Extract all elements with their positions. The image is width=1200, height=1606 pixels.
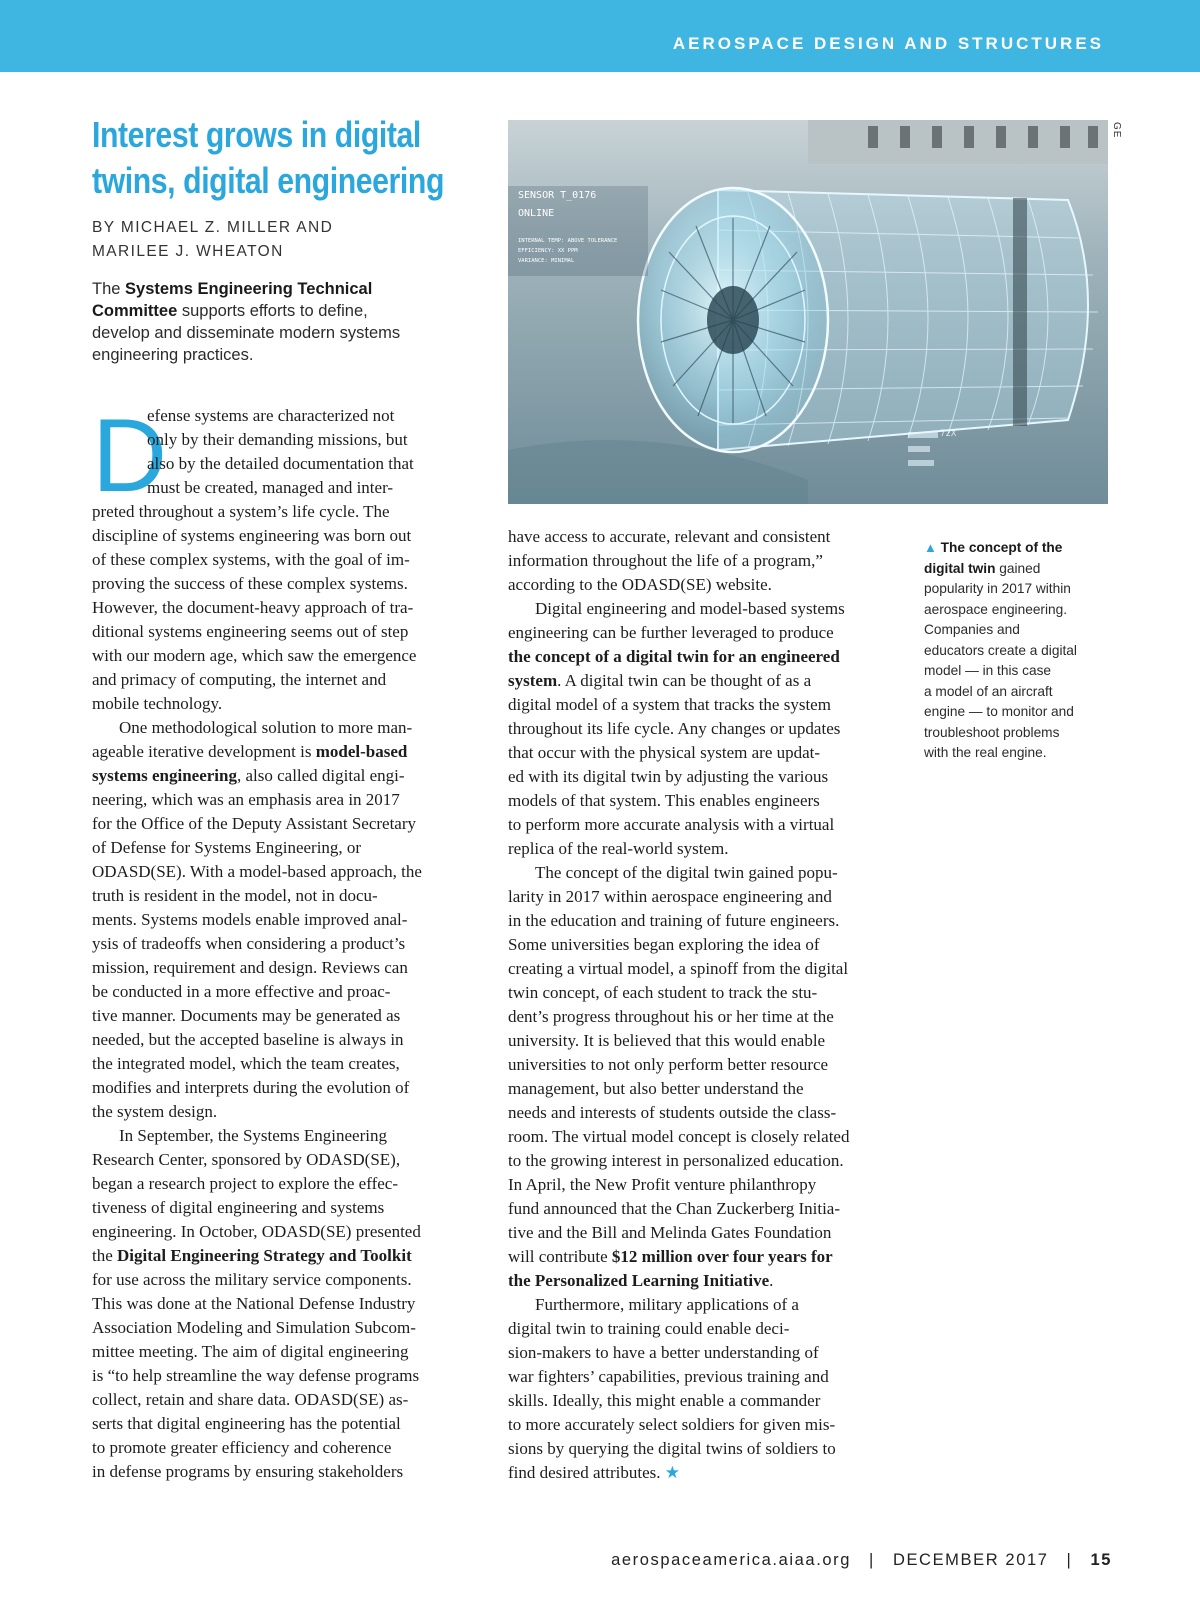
footer-site-link[interactable]: aerospaceamerica.aiaa.org <box>611 1551 852 1569</box>
body-line: in defense programs by ensuring stakeholders <box>92 1462 404 1481</box>
caption-line <box>924 538 1120 559</box>
caption-text: gained <box>995 560 1041 576</box>
caption-line <box>924 559 1120 580</box>
body-line: neering, which was an emphasis area in 2017 <box>92 790 400 809</box>
caption-line: educators create a digital <box>924 642 1077 658</box>
body-line: room. The virtual model concept is closely related <box>508 1127 850 1146</box>
body-line: is “to help streamline the way defense programs <box>92 1366 420 1385</box>
body-line <box>508 669 902 693</box>
body-bold-text: Digital Engineering Strategy and Toolkit <box>117 1246 412 1265</box>
body-line: collect, retain and share data. ODASD(SE) as- <box>92 1390 409 1409</box>
body-line: serts that digital engineering has the potential <box>92 1414 401 1433</box>
dek-text: supports efforts to define, <box>177 302 368 320</box>
body-line: throughout its life cycle. Any changes or updates <box>508 719 841 738</box>
body-line: ed with its digital twin by adjusting the various <box>508 767 829 786</box>
caption-bold-text: digital twin <box>924 560 996 576</box>
body-line: In April, the New Profit venture philanthropy <box>508 1175 817 1194</box>
body-line: discipline of systems engineering was born out <box>92 526 412 545</box>
body-line: for the Office of the Deputy Assistant Secretary <box>92 814 417 833</box>
headline-line: Interest grows in digital <box>92 114 421 155</box>
dek-committee-name: Committee <box>92 302 178 320</box>
body-bold-text: system <box>508 671 558 690</box>
body-line: mission, requirement and design. Reviews can <box>92 958 408 977</box>
body-line: engineering can be further leveraged to produce <box>508 623 834 642</box>
body-line <box>508 1245 902 1269</box>
headline-line: twins, digital engineering <box>92 160 444 201</box>
body-line <box>508 645 902 669</box>
body-line: Digital engineering and model-based systems <box>535 599 845 618</box>
engine-digital-twin-photo <box>508 120 1108 504</box>
body-line: ditional systems engineering seems out of step <box>92 622 409 641</box>
fan-spinner <box>707 286 759 354</box>
overlay-text: ONLINE <box>518 208 555 219</box>
byline-line: BY MICHAEL Z. MILLER AND <box>92 219 334 236</box>
byline-line: MARILEE J. WHEATON <box>92 243 284 260</box>
body-line: sions by querying the digital twins of soldiers to <box>508 1439 836 1458</box>
body-line: for use across the military service components. <box>92 1270 412 1289</box>
body-line <box>92 1244 478 1268</box>
body-line: preted throughout a system’s life cycle. The <box>92 502 390 521</box>
body-line: be conducted in a more effective and proac- <box>92 982 391 1001</box>
body-line: to perform more accurate analysis with a virtual <box>508 815 835 834</box>
dek-text: The <box>92 280 126 298</box>
photo-caption <box>924 538 1120 764</box>
body-line: and primacy of computing, the internet and <box>92 670 387 689</box>
body-line: Research Center, sponsored by ODASD(SE), <box>92 1150 401 1169</box>
engine-illustration <box>508 120 1108 504</box>
caption-triangle-icon: ▲ <box>924 540 937 555</box>
body-line: Association Modeling and Simulation Subcom- <box>92 1318 416 1337</box>
body-line: fund announced that the Chan Zuckerberg Initia- <box>508 1199 841 1218</box>
body-line <box>92 740 478 764</box>
caption-line: popularity in 2017 within <box>924 581 1071 596</box>
body-bold-text: the concept of a digital twin for an engineered <box>508 647 840 666</box>
body-line <box>508 1461 902 1485</box>
body-line: tive and the Bill and Melinda Gates Foundation <box>508 1223 832 1242</box>
byline <box>92 216 333 264</box>
caption-line: a model of an aircraft <box>924 683 1053 699</box>
overlay-text: SENSOR T_0176 <box>518 190 597 201</box>
body-line: have access to accurate, relevant and consistent <box>508 527 831 546</box>
body-line: dent’s progress throughout his or her time at the <box>508 1007 834 1026</box>
body-text: ageable iterative development is <box>92 742 316 761</box>
body-line: only by their demanding missions, but <box>147 430 408 449</box>
footer-date: DECEMBER 2017 <box>892 1551 1049 1569</box>
caption-line: troubleshoot problems <box>924 724 1060 740</box>
body-line: skills. Ideally, this might enable a commander <box>508 1391 821 1410</box>
body-line: needed, but the accepted baseline is always in <box>92 1030 404 1049</box>
body-line: digital twin to training could enable deci- <box>508 1319 790 1338</box>
caption-line: with the real engine. <box>924 745 1047 760</box>
caption-line: aerospace engineering. <box>924 601 1068 617</box>
body-text: will contribute <box>508 1247 612 1266</box>
body-line: ments. Systems models enable improved anal- <box>92 910 408 929</box>
body-line: efense systems are characterized not <box>147 406 395 425</box>
footer-separator: | <box>1066 1551 1073 1569</box>
caption-bold-text: The concept of the <box>936 540 1063 555</box>
body-line: This was done at the National Defense Industry <box>92 1294 416 1313</box>
body-line: management, but also better understand the <box>508 1079 804 1098</box>
body-line: of Defense for Systems Engineering, or <box>92 838 362 857</box>
body-line: models of that system. This enables engineers <box>508 791 820 810</box>
dek-committee-name: Systems Engineering Technical <box>125 280 373 298</box>
body-text: , also called digital engi- <box>236 766 405 785</box>
body-line: engineering. In October, ODASD(SE) presented <box>92 1222 421 1241</box>
body-line: university. It is believed that this would enable <box>508 1031 826 1050</box>
body-line: according to the ODASD(SE) website. <box>508 575 772 594</box>
body-line: to more accurately select soldiers for given mis- <box>508 1415 836 1434</box>
body-text: . <box>769 1271 774 1290</box>
body-line: began a research project to explore the effec- <box>92 1174 398 1193</box>
body-column-1 <box>92 398 478 1484</box>
body-line: that occur with the physical system are updat- <box>508 743 821 762</box>
body-line: mobile technology. <box>92 694 223 713</box>
section-label: AEROSPACE DESIGN AND STRUCTURES <box>672 34 1104 53</box>
page-footer <box>611 1551 1112 1570</box>
body-line: twin concept, of each student to track the stu- <box>508 983 818 1002</box>
body-line: creating a virtual model, a spinoff from the digital <box>508 959 849 978</box>
body-line: tive manner. Documents may be generated as <box>92 1006 401 1025</box>
overlay-text: INTERNAL TEMP: ABOVE TOLERANCE <box>518 238 618 244</box>
body-bold-text: the Personalized Learning Initiative <box>508 1271 770 1290</box>
body-line: with our modern age, which saw the emergence <box>92 646 417 665</box>
body-line: universities to not only perform better resource <box>508 1055 829 1074</box>
nacelle-band <box>1013 198 1027 426</box>
body-line: In September, the Systems Engineering <box>119 1126 387 1145</box>
gauge-label: 72X <box>940 429 957 439</box>
dek-text: engineering practices. <box>92 346 254 364</box>
end-of-article-star-icon: ★ <box>664 1463 680 1482</box>
body-line: digital model of a system that tracks the system <box>508 695 831 714</box>
body-line: needs and interests of students outside the class- <box>508 1103 837 1122</box>
footer-separator: | <box>869 1551 875 1569</box>
body-line: of these complex systems, with the goal of im- <box>92 550 410 569</box>
photo-credit: GE <box>1111 122 1122 139</box>
body-column-2 <box>508 525 902 1485</box>
body-line: ysis of tradeoffs when considering a product’s <box>92 934 406 953</box>
body-line: information throughout the life of a program,” <box>508 551 823 570</box>
caption-line: model — in this case <box>924 663 1052 678</box>
body-bold-text: model-based <box>315 742 408 761</box>
body-text: the <box>92 1246 118 1265</box>
drop-cap: D <box>92 398 168 514</box>
body-line: must be created, managed and inter- <box>147 478 394 497</box>
body-text: . A digital twin can be thought of as a <box>557 671 812 690</box>
overlay-text: EFFICIENCY: XX PPM <box>518 248 578 254</box>
caption-line: engine — to monitor and <box>924 704 1074 719</box>
body-line: in the education and training of future engineers. <box>508 911 840 930</box>
article-dek <box>92 278 472 366</box>
body-line: to promote greater efficiency and coherence <box>92 1438 392 1457</box>
body-line: larity in 2017 within aerospace engineering and <box>508 887 832 906</box>
body-line: sion-makers to have a better understanding of <box>508 1343 819 1362</box>
body-line <box>92 764 478 788</box>
body-text: find desired attributes. <box>508 1463 665 1482</box>
body-line: the integrated model, which the team creates, <box>92 1054 400 1073</box>
body-line <box>508 1269 902 1293</box>
body-line: One methodological solution to more man- <box>119 718 413 737</box>
body-line: also by the detailed documentation that <box>147 454 414 473</box>
caption-line: Companies and <box>924 622 1020 637</box>
body-line: ODASD(SE). With a model-based approach, the <box>92 862 422 881</box>
body-line: Furthermore, military applications of a <box>535 1295 799 1314</box>
page-number: 15 <box>1090 1551 1112 1569</box>
body-line: to the growing interest in personalized education. <box>508 1151 844 1170</box>
body-line: proving the success of these complex systems. <box>92 574 408 593</box>
body-line: modifies and interprets during the evolution of <box>92 1078 410 1097</box>
body-bold-text: $12 million over four years for <box>611 1247 833 1266</box>
body-line: tiveness of digital engineering and systems <box>92 1198 385 1217</box>
body-bold-text: systems engineering <box>92 766 237 785</box>
body-line: replica of the real-world system. <box>508 839 729 858</box>
body-line: Some universities began exploring the idea of <box>508 935 820 954</box>
dek-text: develop and disseminate modern systems <box>92 324 401 342</box>
article-headline <box>92 112 444 204</box>
body-line: truth is resident in the model, not in docu- <box>92 886 378 905</box>
overlay-text: VARIANCE: MINIMAL <box>518 258 575 264</box>
body-line: The concept of the digital twin gained popu- <box>535 863 838 882</box>
body-line: mittee meeting. The aim of digital engineering <box>92 1342 409 1361</box>
body-line: war fighters’ capabilities, previous training and <box>508 1367 829 1386</box>
body-line: the system design. <box>92 1102 218 1121</box>
body-line: However, the document-heavy approach of tra- <box>92 598 414 617</box>
